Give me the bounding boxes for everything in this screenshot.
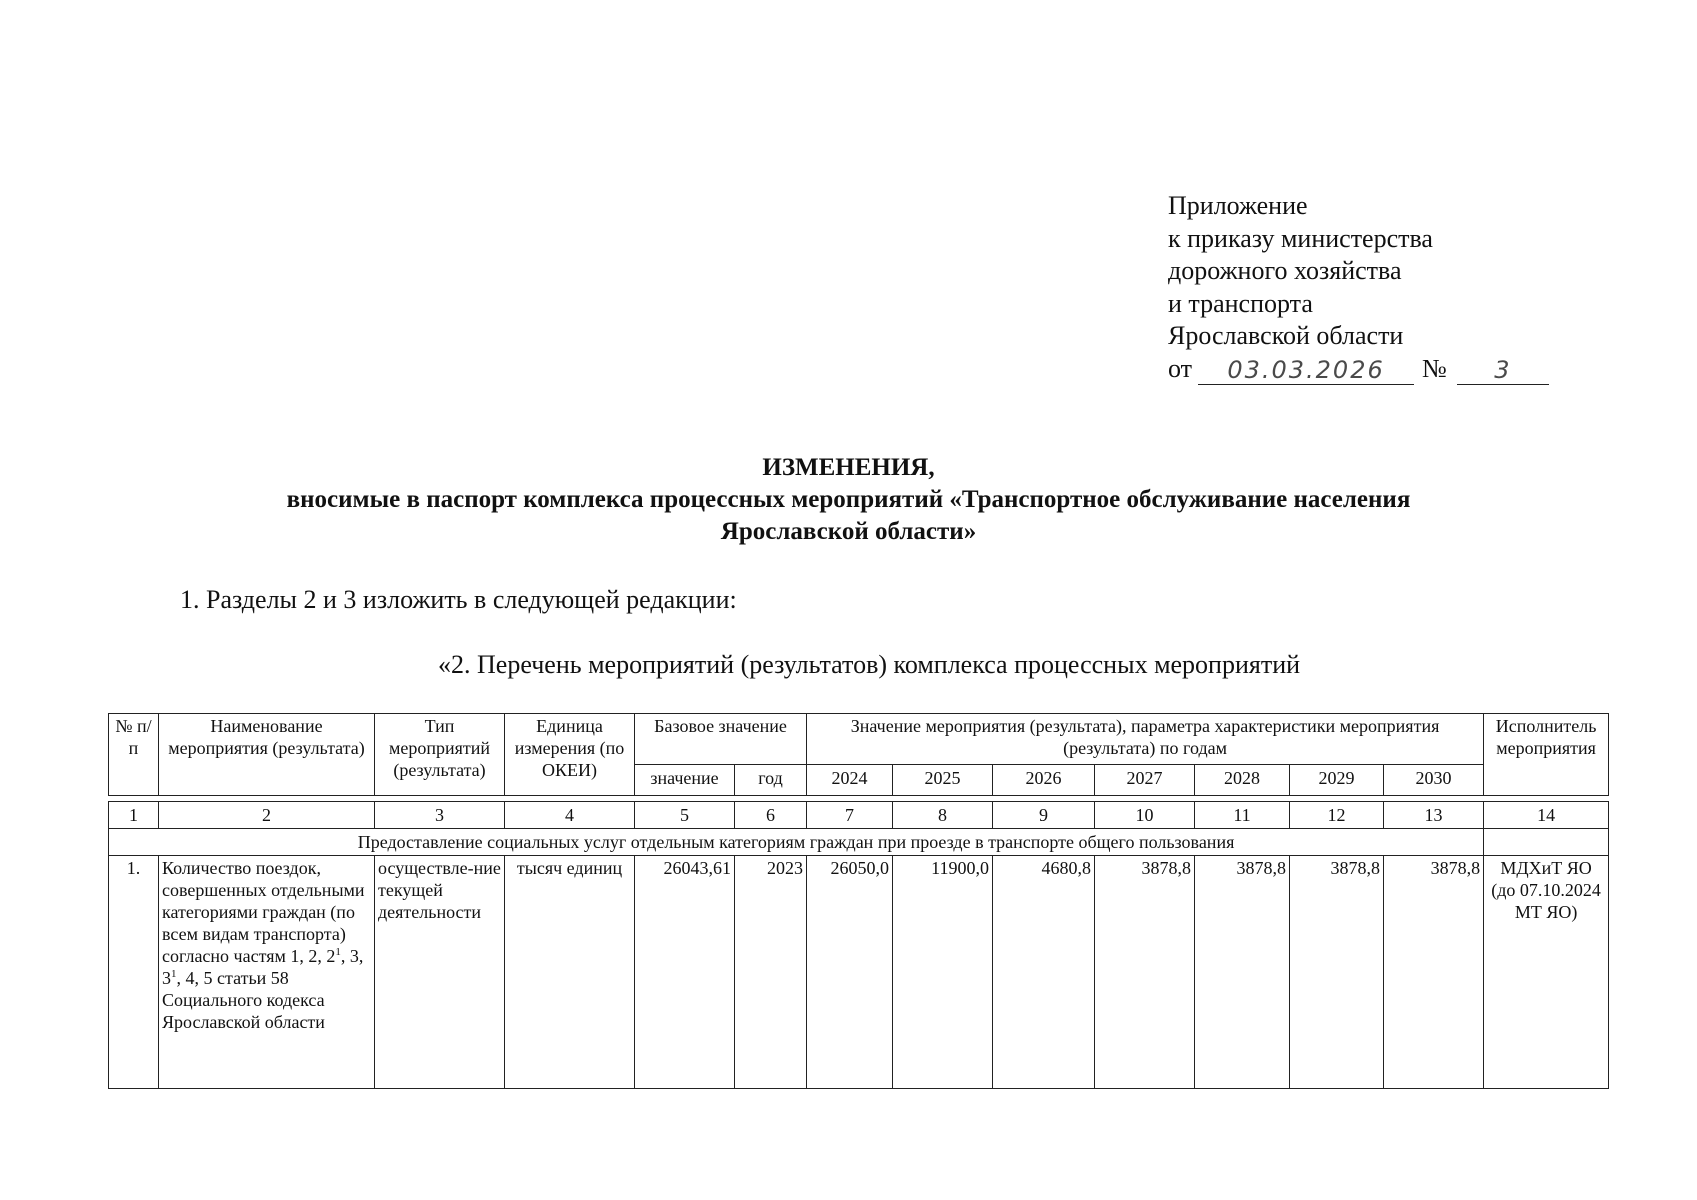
header-year-2025: 2025 [893, 765, 993, 796]
handwritten-date: 03.03.2026 [1198, 356, 1414, 385]
section-2-title: «2. Перечень мероприятий (результатов) комплекса процессных мероприятий [438, 650, 1301, 679]
section-row [109, 829, 1609, 856]
appendix-line-1: Приложение [1168, 191, 1308, 220]
header-base-year: год [735, 765, 807, 796]
row-base-value: 26043,61 [635, 856, 735, 1089]
document-title [0, 452, 1697, 548]
column-number: 3 [375, 802, 505, 829]
section-row-label: Предоставление социальных услуг отдельным категориям граждан при проезде в транспорте общего пользования [109, 829, 1484, 856]
column-number: 5 [635, 802, 735, 829]
appendix-line-4: и транспорта [1168, 288, 1313, 318]
column-number: 8 [893, 802, 993, 829]
title-line-3: Ярославской области» [720, 518, 977, 545]
header-base: Базовое значение [635, 714, 807, 765]
header-year-2030: 2030 [1384, 765, 1484, 796]
appendix-line-3: дорожного хозяйства [1168, 256, 1402, 285]
number-sign: № [1422, 353, 1447, 383]
column-number: 4 [505, 802, 635, 829]
row-name-superscript-1: 1 [335, 946, 341, 958]
header-year-2027: 2027 [1095, 765, 1195, 796]
column-number: 1 [109, 802, 159, 829]
row-name [159, 856, 375, 1089]
section-row-empty-cell [1484, 829, 1609, 856]
row-name-part-2: , 3, 3 [162, 946, 364, 988]
row-value-2025: 11900,0 [893, 856, 993, 1089]
row-value-2026: 4680,8 [993, 856, 1095, 1089]
row-base-year: 2023 [735, 856, 807, 1089]
date-prefix: от [1168, 353, 1193, 383]
row-value-2024: 26050,0 [807, 856, 893, 1089]
row-executor: МДХиТ ЯО (до 07.10.2024 МТ ЯО) [1484, 856, 1609, 1089]
header-num: № п/п [109, 714, 159, 796]
row-name-superscript-2: 1 [171, 968, 177, 980]
row-num: 1. [109, 856, 159, 1089]
row-name-part-3: , 4, 5 статьи 58 Социального кодекса Ярославской области [162, 968, 325, 1032]
column-number: 12 [1290, 802, 1384, 829]
column-number: 2 [159, 802, 375, 829]
row-name-part-1: Количество поездок, совершенных отдельными категориями граждан (по всем видам транспорта) согласно частям 1, 2, 2 [162, 858, 365, 966]
header-year-2028: 2028 [1195, 765, 1290, 796]
header-year-2024: 2024 [807, 765, 893, 796]
appendix-line-5: Ярославской области [1168, 321, 1404, 350]
header-name: Наименование мероприятия (результата) [159, 714, 375, 796]
column-number: 10 [1095, 802, 1195, 829]
appendix-block [1168, 190, 1549, 385]
column-number: 13 [1384, 802, 1484, 829]
header-row-1 [109, 714, 1609, 765]
measures-table [108, 713, 1609, 1089]
header-year-2026: 2026 [993, 765, 1095, 796]
header-unit: Единица измерения (по ОКЕИ) [505, 714, 635, 796]
column-number: 11 [1195, 802, 1290, 829]
row-type: осуществле-ние текущей деятельности [375, 856, 505, 1089]
row-value-2028: 3878,8 [1195, 856, 1290, 1089]
row-value-2029: 3878,8 [1290, 856, 1384, 1089]
header-base-value: значение [635, 765, 735, 796]
item-1-text: 1. Разделы 2 и 3 изложить в следующей редакции: [180, 585, 737, 614]
header-year-2029: 2029 [1290, 765, 1384, 796]
row-value-2030: 3878,8 [1384, 856, 1484, 1089]
order-date-row [1168, 353, 1549, 386]
title-line-2: вносимые в паспорт комплекса процессных мероприятий «Транспортное обслуживание населения [286, 486, 1411, 513]
row-value-2027: 3878,8 [1095, 856, 1195, 1089]
row-unit: тысяч единиц [505, 856, 635, 1089]
title-line-1: ИЗМЕНЕНИЯ, [762, 454, 935, 481]
handwritten-number: 3 [1457, 356, 1549, 385]
table-row [109, 856, 1609, 1089]
header-values: Значение мероприятия (результата), параметра характеристики мероприятия (результата) по годам [807, 714, 1484, 765]
column-number: 9 [993, 802, 1095, 829]
appendix-line-2: к приказу министерства [1168, 223, 1433, 253]
header-executor: Исполнитель мероприятия [1484, 714, 1609, 796]
header-type: Тип мероприятий (результата) [375, 714, 505, 796]
column-number: 14 [1484, 802, 1609, 829]
column-number-row [109, 802, 1609, 829]
column-number: 7 [807, 802, 893, 829]
column-number: 6 [735, 802, 807, 829]
